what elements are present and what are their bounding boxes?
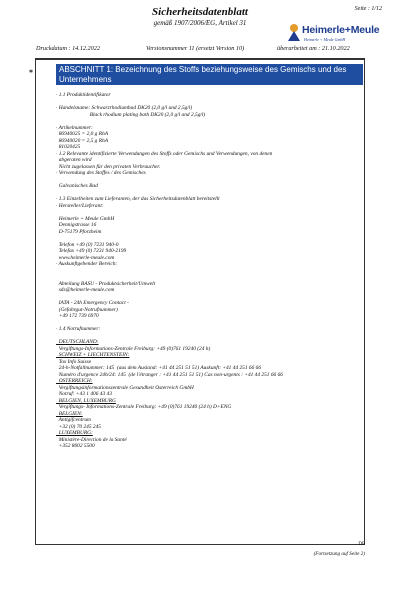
text-line: Nicht zugelassen für den privaten Verbraucher. [56, 163, 161, 170]
company-logo [286, 22, 386, 46]
text-line: · Hersteller/Lieferant: [56, 202, 104, 209]
logo-tagline: Heimerle + Meule GmbH [304, 37, 346, 42]
text-line: Notruf: +43 1 406 43 43 [56, 391, 112, 397]
text-line: www.heimerle-meule.com [56, 254, 115, 261]
page-number: Seite : 1/12 [354, 6, 382, 12]
section-body [56, 92, 361, 450]
text-line: 24-h-Notfallnummer: 145 (aus dem Ausland: +41 44 251 51 51) Auskunft: +41 44 251 66 66 [56, 365, 262, 371]
text-line: Tox Info Suisse [56, 358, 92, 365]
text-line: · Artikelnummer: [56, 124, 93, 131]
text-line: BELGIEN, LUXEMBURG [56, 397, 116, 404]
text-line: · Verwendung des Stoffes / des Gemisches [56, 170, 146, 176]
text-line: +32 (0) 70 245 245 [56, 423, 101, 430]
text-line: +49 172 739 6970 [56, 313, 99, 319]
text-line: SCHWEIZ + LIECHTENSTEIN: [56, 352, 130, 358]
section-box [35, 58, 365, 545]
text-line: Galvanisches Bad [56, 183, 98, 189]
print-date: Druckdatum : 14.12.2022 [36, 45, 100, 52]
text-line: LUXEMBURG: [56, 430, 93, 436]
text-line: ÖSTERREICH: [56, 378, 93, 384]
text-line: Telefon +49 (0) 7231 940-0 [56, 241, 119, 248]
text-line: IATA - 24h Emergency Contact - [56, 300, 129, 306]
text-line: D-75179 Pforzheim [56, 228, 102, 235]
text-line: 86940025 = 2,0 g RhA [56, 131, 109, 137]
text-line: (Gefahrgut-Notrufnummer) [56, 306, 118, 313]
text-line: Vergiftungs-Informations-Zentrale Freiburg: +49 (0)761 19240 (24 h) [56, 345, 211, 352]
version-number: Versionsnummer 11 (ersetzt Version 10) [146, 45, 245, 52]
text-line: · 1.4 Notrufnummer: [56, 326, 101, 332]
section-heading: ABSCHNITT 1: Bezeichnung des Stoffs beziehungsweise des Gemischs und des Unternehmens [56, 64, 363, 85]
text-line: abgeraten wird [56, 157, 92, 163]
text-line: Dennigstrasse 16 [56, 222, 97, 228]
continued-note: (Fortsetzung auf Seite 2) [313, 551, 365, 557]
text-line: DEUTSCHLAND: [56, 339, 99, 345]
change-marker: * [29, 68, 33, 77]
logo-emblem-icon [286, 22, 302, 42]
document-title: Sicherheitsdatenblatt [152, 6, 248, 18]
text-line: Ministère-Direction de la Santé [56, 436, 127, 443]
document-subtitle: gemäß 1907/2006/EG, Artikel 31 [153, 19, 247, 27]
text-line: 86940020 = 2,5 g RhA [56, 137, 109, 144]
text-line: +352 8002 5500 [56, 443, 95, 449]
text-line: Abteilung BASU - Produktsicherheit/Umwelt [56, 280, 156, 287]
revision-date: überarbeitet am : 21.10.2022 [277, 45, 350, 52]
text-line: sds@heimerle-meule.com [56, 287, 115, 293]
text-line: Vergiftungsinformationszentrale Gesundheit Österreich GmbH [56, 384, 194, 391]
text-line: Heimerle + Meule GmbH [56, 215, 115, 222]
text-line: Antigifcentrum [56, 417, 91, 423]
text-line: 81020425 [56, 144, 81, 150]
text-line: Telefax +49 (0) 7231 940-2199 [56, 248, 127, 254]
logo-name: Heimerle+Meule [302, 24, 380, 36]
text-line: · 1.1 Produktidentifikator [56, 92, 111, 98]
text-line: Numéro d'urgence 24h/24: 145 (de l'étranger : +41 44 251 51 51) Cas non-urgents : +41 44 251 66 66 [56, 371, 283, 378]
country-code: DE [358, 542, 365, 547]
text-line: Black rhodium plating bath DK20 (2,0 g/l and 2,5g/l) [56, 111, 206, 118]
text-line: · Handelsname: Schwarzrhodiumbad DK20 (2,0 g/l und 2,5g/l) [56, 105, 193, 111]
text-line: Vergiftungs- Informations-Zentrale Freiburg: +49 (0)761 19240 (24 h) D+ENG [56, 404, 232, 410]
text-line: BELGIEN: [56, 410, 83, 417]
text-line: · 1.2 Relevante identifizierte Verwendungen des Stoffs oder Gemischs und Verwendungen, von denen [56, 150, 273, 157]
text-line: · 1.3 Einzelheiten zum Lieferanten, der das Sicherheitsdatenblatt bereitstellt [56, 196, 220, 202]
text-line: · Auskunftgebender Bereich: [56, 261, 118, 267]
